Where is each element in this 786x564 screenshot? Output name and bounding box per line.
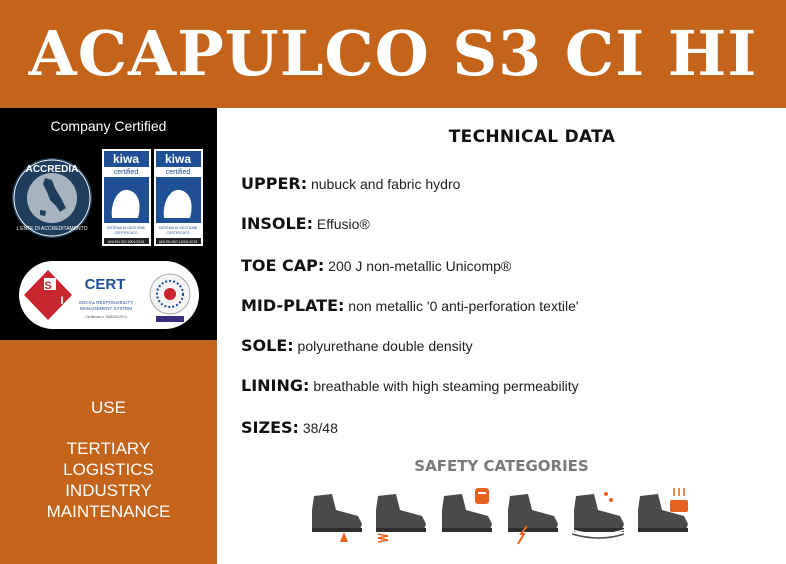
use-item: LOGISTICS — [63, 460, 154, 479]
kiwa-logo-icon — [154, 149, 203, 246]
spec-label: SIZES: — [241, 418, 299, 437]
use-item: INDUSTRY — [65, 481, 152, 500]
spec-row-insole — [241, 214, 370, 233]
svg-text:CERT: CERT — [84, 276, 126, 293]
technical-content — [217, 108, 786, 564]
svg-text:kiwa: kiwa — [112, 152, 140, 166]
use-list — [0, 438, 217, 522]
spec-value: polyurethane double density — [297, 338, 473, 354]
spec-row-sole — [241, 336, 473, 355]
anti-perforation-boot-icon — [312, 494, 362, 542]
accredia-logo-icon — [12, 158, 92, 238]
technical-data-title: TECHNICAL DATA — [448, 127, 616, 147]
svg-text:ACCREDIA: ACCREDIA — [25, 164, 79, 175]
spec-value: nubuck and fabric hydro — [310, 176, 461, 192]
svg-text:CERTIFICATO: CERTIFICATO — [114, 231, 138, 235]
svg-text:SOCIAL RESPONSIBILITY: SOCIAL RESPONSIBILITY — [78, 300, 134, 305]
svg-text:MANAGEMENT SYSTEM: MANAGEMENT SYSTEM — [80, 306, 132, 311]
spec-label: SOLE: — [241, 336, 294, 355]
svg-text:kiwa: kiwa — [164, 152, 192, 166]
spec-value: 200 J non-metallic Unicomp® — [328, 258, 512, 274]
product-title: ACAPULCO S3 CI HI — [28, 17, 758, 90]
antistatic-boot-icon — [508, 494, 558, 544]
svg-text:UNI EN ISO 14001:2015: UNI EN ISO 14001:2015 — [158, 240, 198, 244]
spec-label: TOE CAP: — [241, 256, 325, 275]
spec-value: breathable with high steaming permeability — [313, 378, 579, 394]
svg-text:Certificato n. SA8000/2014: Certificato n. SA8000/2014 — [85, 315, 127, 319]
svg-text:I: I — [60, 295, 64, 307]
svg-text:S: S — [44, 280, 52, 292]
use-panel — [0, 340, 217, 564]
spec-row-upper — [241, 174, 460, 193]
certification-logos — [0, 108, 217, 340]
svg-text:certified: certified — [113, 169, 139, 176]
svg-text:SISTEMA DI GESTIONE: SISTEMA DI GESTIONE — [106, 226, 146, 230]
kiwa-logo-icon — [102, 149, 151, 246]
spec-label: MID-PLATE: — [241, 296, 345, 315]
svg-text:UNI EN ISO 9001:2015: UNI EN ISO 9001:2015 — [107, 240, 145, 244]
use-title: USE — [91, 398, 126, 417]
shock-absorption-boot-icon — [376, 494, 426, 542]
use-item: TERTIARY — [66, 439, 151, 458]
svg-text:L'ENTE DI ACCREDITAMENTO: L'ENTE DI ACCREDITAMENTO — [16, 226, 88, 232]
si-cert-logo-icon — [19, 261, 199, 329]
company-certified-title: Company Certified — [50, 118, 167, 134]
safety-icons — [310, 486, 700, 546]
spec-row-mid-plate — [241, 296, 579, 315]
header-banner — [0, 0, 786, 108]
spec-value: non metallic '0 anti-perforation textile' — [348, 298, 579, 314]
spec-value: Effusio® — [316, 216, 370, 232]
spec-label: INSOLE: — [241, 214, 313, 233]
use-item: MAINTENANCE — [46, 502, 171, 521]
spec-value: 38/48 — [302, 420, 338, 436]
svg-text:SISTEMA DI GESTIONE: SISTEMA DI GESTIONE — [158, 226, 198, 230]
anti-slip-boot-icon — [572, 492, 624, 538]
spec-row-toe-cap — [241, 256, 511, 275]
spec-label: LINING: — [241, 376, 310, 395]
certification-panel — [0, 108, 217, 340]
heat-insulation-boot-icon — [638, 488, 688, 532]
spec-row-lining — [241, 376, 579, 395]
svg-text:certified: certified — [165, 169, 191, 176]
spec-label: UPPER: — [241, 174, 308, 193]
spec-row-sizes — [241, 418, 338, 437]
toe-cap-boot-icon — [442, 488, 492, 532]
safety-categories-title: SAFETY CATEGORIES — [414, 457, 589, 475]
svg-text:CERTIFICATO: CERTIFICATO — [166, 231, 190, 235]
